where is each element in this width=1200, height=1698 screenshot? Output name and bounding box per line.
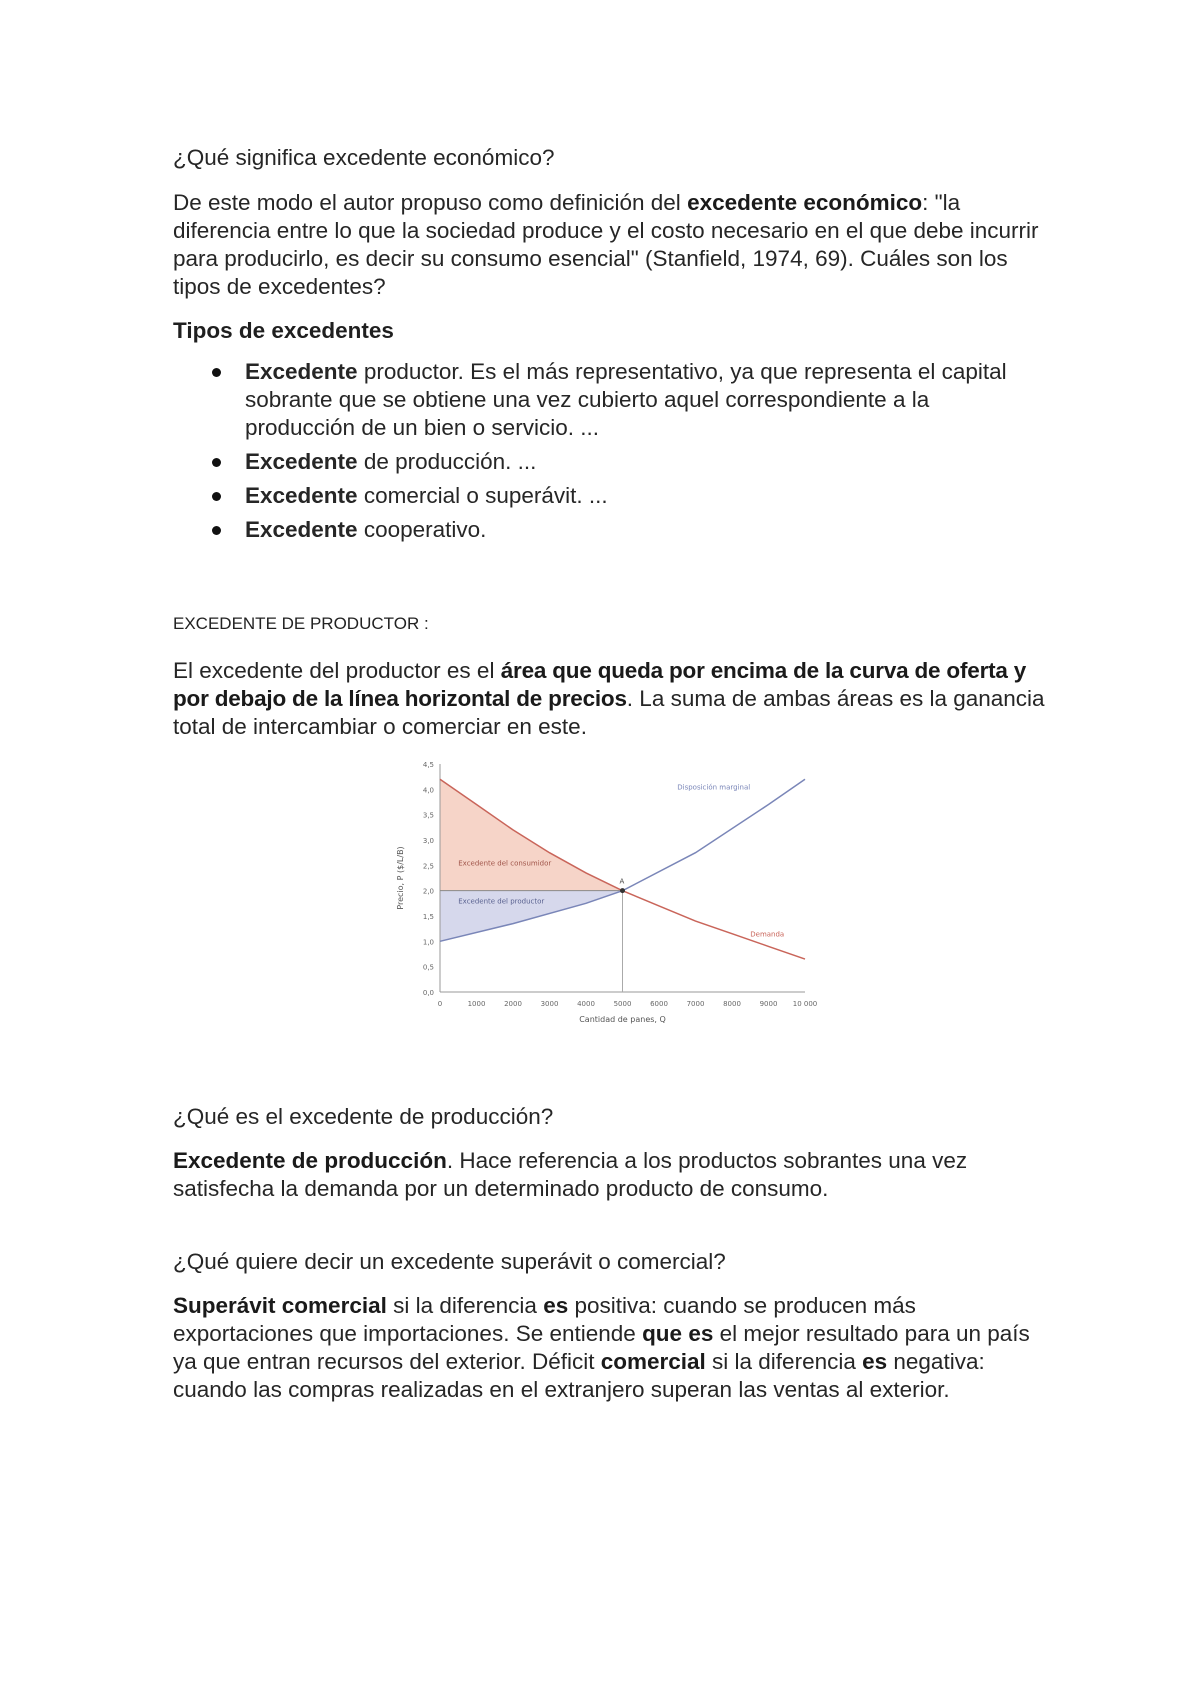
question-excedente-economico: ¿Qué significa excedente económico? [173, 145, 555, 170]
superavit-bold-1: Superávit comercial [173, 1293, 387, 1318]
producer-text-a: El excedente del productor es el [173, 658, 501, 683]
list-item [173, 516, 1033, 544]
equilibrium-point [620, 888, 625, 893]
list-item [173, 448, 1033, 476]
x-tick-label: 0 [437, 1000, 443, 1008]
superavit-text-4: si la diferencia [705, 1349, 863, 1374]
bullet-icon [212, 368, 221, 377]
producer-surplus-heading: EXCEDENTE DE PRODUCTOR : [173, 614, 429, 633]
producer-paragraph [173, 657, 1053, 741]
definition-paragraph [173, 189, 1053, 301]
superavit-bold-4: comercial [600, 1349, 706, 1374]
equilibrium-label: A [619, 877, 625, 886]
types-list [173, 358, 1033, 550]
produccion-bold: Excedente de producción [173, 1148, 447, 1173]
y-tick-label: 1,5 [422, 913, 434, 921]
y-tick-label: 4,5 [422, 761, 434, 769]
surplus-chart [385, 752, 825, 1042]
definition-text-a: De este modo el autor propuso como definición del [173, 190, 688, 215]
definition-text-b: : "la diferencia entre lo que la sociedad produce y el costo necesario en el que debe incurrir para producirlo, es decir su consumo esencial" (Stanfield, 1974, 69). Cuáles son los tipos de excedentes? [173, 190, 1039, 299]
x-tick-label: 9000 [759, 1000, 778, 1008]
x-tick-label: 7000 [686, 1000, 705, 1008]
producer-surplus-label: Excedente del productor [458, 897, 545, 906]
definition-bold-term: excedente económico [687, 190, 923, 215]
y-axis-label: Precio, P ($/L/B) [396, 846, 405, 910]
producer-bold: área que queda por encima de la curva de oferta y por debajo de la línea horizontal de precios [173, 658, 1027, 711]
supply-label: Disposición marginal [677, 783, 751, 792]
x-axis-label: Cantidad de panes, Q [579, 1015, 666, 1024]
question-excedente-produccion: ¿Qué es el excedente de producción? [173, 1104, 554, 1129]
x-tick-label: 8000 [723, 1000, 741, 1008]
x-tick-label: 6000 [650, 1000, 668, 1008]
bullet-icon [212, 492, 221, 501]
x-tick-label: 5000 [613, 1000, 632, 1008]
y-tick-label: 4,0 [422, 786, 434, 795]
item-text: productor. Es el más representativo, ya que representa el capital sobrante que se obtiene una vez cubierto aquel correspondiente a la producción de un bien o servicio. ... [245, 359, 1007, 440]
superavit-bold-2: es [543, 1293, 569, 1318]
y-tick-label: 2,5 [422, 862, 434, 871]
y-tick-label: 0,5 [422, 963, 434, 972]
superavit-paragraph [173, 1292, 1053, 1404]
x-tick-label: 2000 [504, 1000, 522, 1008]
item-bold: Excedente [245, 449, 358, 474]
superavit-bold-5: es [862, 1349, 888, 1374]
y-tick-label: 3,5 [422, 811, 434, 820]
producer-text-b: . La suma de ambas áreas es la ganancia total de intercambiar o comerciar en este. [173, 686, 1045, 739]
question-superavit: ¿Qué quiere decir un excedente superávit o comercial? [173, 1249, 726, 1274]
y-tick-label: 3,0 [422, 837, 434, 845]
consumer-surplus-label: Excedente del consumidor [458, 859, 552, 868]
item-text: cooperativo. [357, 517, 487, 542]
item-text: comercial o superávit. ... [357, 483, 608, 508]
demand-label: Demanda [750, 930, 785, 939]
item-bold: Excedente [245, 517, 358, 542]
produccion-text: . Hace referencia a los productos sobrantes una vez satisfecha la demanda por un determinado producto de consumo. [173, 1148, 968, 1201]
consumer-surplus-area [440, 779, 623, 891]
item-text: de producción. ... [357, 449, 537, 474]
bullet-icon [212, 526, 221, 535]
y-tick-label: 0,0 [422, 989, 434, 997]
y-tick-label: 2,0 [422, 887, 434, 896]
item-bold: Excedente [245, 483, 358, 508]
x-tick-label: 10 000 [792, 1000, 818, 1008]
superavit-text-3: el mejor resultado para un país ya que entran recursos del exterior. Déficit [173, 1321, 1030, 1374]
list-item [173, 358, 1033, 442]
bullet-icon [212, 458, 221, 467]
superavit-bold-3: que es [642, 1321, 714, 1346]
types-heading: Tipos de excedentes [173, 318, 394, 343]
item-bold: Excedente [245, 359, 358, 384]
superavit-text-2: positiva: cuando se producen más exportaciones que importaciones. Se entiende [173, 1293, 916, 1346]
produccion-paragraph [173, 1147, 1053, 1203]
list-item [173, 482, 1033, 510]
x-tick-label: 3000 [540, 1000, 559, 1008]
superavit-text-5: negativa: cuando las compras realizadas en el extranjero superan las ventas al exterior. [173, 1349, 985, 1402]
x-tick-label: 4000 [577, 1000, 595, 1008]
y-tick-label: 1,0 [422, 938, 434, 947]
superavit-text-1: si la diferencia [386, 1293, 544, 1318]
x-tick-label: 1000 [467, 1000, 486, 1008]
